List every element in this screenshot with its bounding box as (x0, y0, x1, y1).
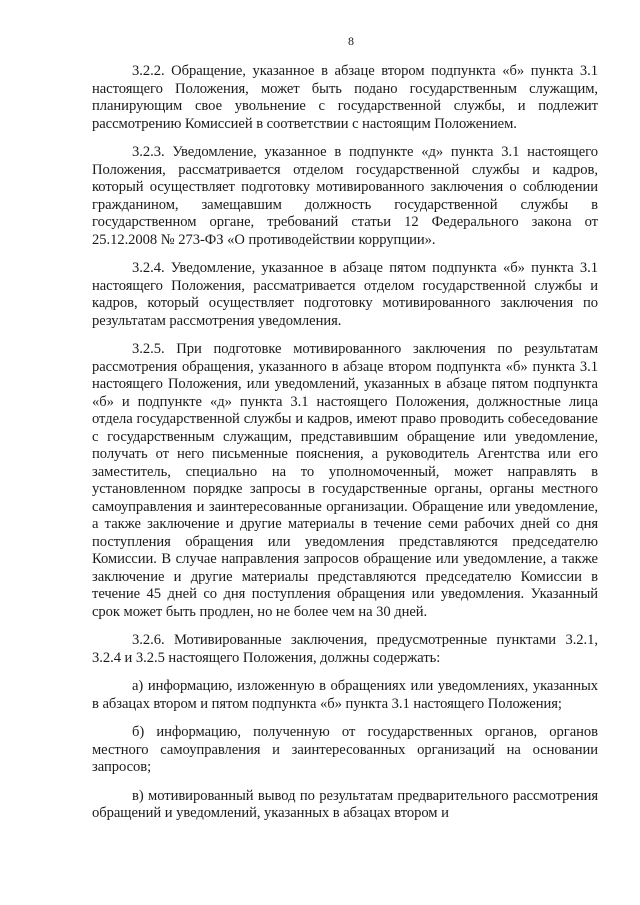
paragraph-3-2-4: 3.2.4. Уведомление, указанное в абзаце пятом подпункта «б» пункта 3.1 настоящего Положения, рассматривается отделом государственной службы и кадров, который осуществляет подготовку мотивированного заключения по результатам рассмотрения уведомления. (92, 260, 598, 329)
list-item-a: а) информацию, изложенную в обращениях или уведомлениях, указанных в абзацах втором и пятом подпункта «б» пункта 3.1 настоящего Положения; (92, 678, 598, 712)
paragraph-3-2-2: 3.2.2. Обращение, указанное в абзаце втором подпункта «б» пункта 3.1 настоящего Положения, может быть подано государственным служащим, планирующим свое увольнение с государственной службы, и подлежит рассмотрению Комиссией в соответствии с настоящим Положением. (92, 63, 598, 132)
page-number: 8 (348, 34, 354, 48)
paragraph-3-2-3: 3.2.3. Уведомление, указанное в подпункте «д» пункта 3.1 настоящего Положения, рассматривается отделом государственной службы и кадров, который осуществляет подготовку мотивированного заключения о соблюдении гражданином, замещавшим должность государственной службы в государственном органе, требований статьи 12 Федерального закона от 25.12.2008 № 273-ФЗ «О противодействии коррупции». (92, 144, 598, 248)
list-item-b: б) информацию, полученную от государственных органов, органов местного самоуправления и заинтересованных организаций на основании запросов; (92, 724, 598, 775)
list-item-v: в) мотивированный вывод по результатам предварительного рассмотрения обращений и уведомлений, указанных в абзацах втором и (92, 787, 598, 821)
paragraph-3-2-5: 3.2.5. При подготовке мотивированного заключения по результатам рассмотрения обращения, указанного в абзаце втором подпункта «б» пункта 3.1 настоящего Положения, или уведомлений, указанных в абзаце пятом подпункта «б» и подпункте «д» пункта 3.1 настоящего Положения, должностные лица отдела государственной службы и кадров, имеют право проводить собеседование с государственным служащим, представившим обращение или уведомление, получать от него письменные пояснения, а руководитель Агентства или его заместитель, специально на то уполномоченный, может направлять в установленном порядке запросы в государственные органы, органы местного самоуправления и заинтересованные организации. Обращение или уведомление, а также заключение и другие материалы в течение семи рабочих дней со дня поступления обращения или уведомления представляются председателю Комиссии. В случае направления запросов обращение или уведомление, а также заключение и другие материалы представляются председателю Комиссии в течение 45 дней со дня поступления обращения или уведомления. Указанный срок может быть продлен, но не более чем на 30 дней. (92, 341, 598, 620)
paragraph-3-2-6: 3.2.6. Мотивированные заключения, предусмотренные пунктами 3.2.1, 3.2.4 и 3.2.5 настоящего Положения, должны содержать: (92, 632, 598, 666)
